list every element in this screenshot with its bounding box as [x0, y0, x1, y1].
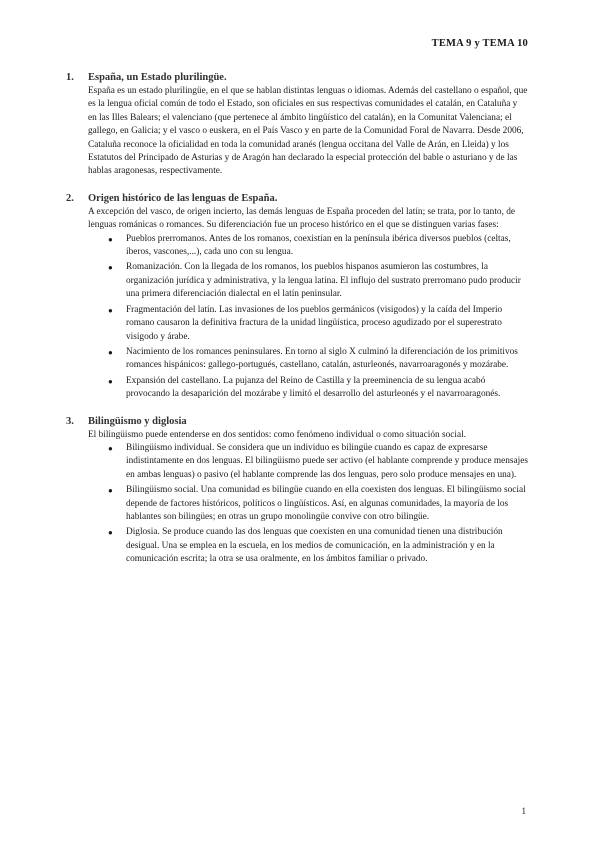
- document-body: [66, 72, 528, 581]
- section-1: [66, 72, 528, 179]
- page-header-title: TEMA 9 y TEMA 10: [431, 38, 528, 49]
- list-item: [88, 484, 528, 524]
- bullet-dot-icon: ●: [108, 305, 113, 315]
- bullet-dot-icon: ●: [108, 486, 113, 496]
- bullet-dot-icon: ●: [108, 528, 113, 538]
- section-number: 3.: [66, 415, 74, 427]
- section-heading: [66, 72, 528, 83]
- bullet-dot-icon: ●: [108, 347, 113, 357]
- bullet-dot-icon: ●: [108, 263, 113, 273]
- section-heading: [66, 415, 528, 427]
- list-item-text: Romanización. Con la llegada de los romanos, los pueblos hispanos asumieron las costumbres, la organización jurídica y administrativa, y la lengua latina. El influjo del sustrato prerromano pudo producir una primera diferenciación dialectal en el latín peninsular.: [126, 262, 521, 300]
- bullet-list: [88, 233, 528, 402]
- list-item-text: Diglosia. Se produce cuando las dos lenguas que coexisten en una comunidad tienen una distribución desigual. Una se emplea en la escuela, en los medios de comunicación, en la administración y en la comunicación escrita; la otra se usa oralmente, en los ámbitos familiar o privado.: [126, 527, 503, 565]
- list-item-text: Bilingüismo individual. Se considera que un individuo es bilingüe cuando es capaz de expresarse indistintamente en dos lenguas. El bilingüismo puede ser activo (el hablante comprende y produce mensajes en ambas lenguas) o pasivo (el hablante comprende las dos lenguas, pero solo produce mensajes en una).: [126, 442, 528, 480]
- list-item: [88, 526, 528, 566]
- list-item: [88, 442, 528, 482]
- list-item: [88, 346, 528, 373]
- section-paragraph: El bilingüismo puede entenderse en dos sentidos: como fenómeno individual o como situación social.: [88, 429, 466, 440]
- list-item: [88, 233, 528, 260]
- list-item: [88, 304, 528, 344]
- list-item-text: Bilingüismo social. Una comunidad es bilingüe cuando en ella coexisten dos lenguas. El bilingüismo social depende de factores históricos, políticos o lingüísticos. Así, en algunas comunidades, la mayoría de los hablantes son bilingües; en otras un grupo monolingüe convive con otro bilingüe.: [126, 485, 526, 522]
- page-number: 1: [521, 806, 526, 816]
- list-item: [88, 261, 528, 301]
- section-2: [66, 192, 528, 402]
- section-paragraph: A excepción del vasco, de origen incierto, las demás lenguas de España proceden del latín; se trata, por lo tanto, de lenguas románicas o romances. Su diferenciación fue un proceso histórico en el que se distinguen varias fases:: [88, 206, 515, 231]
- section-title: España, un Estado plurilingüe.: [88, 72, 227, 83]
- list-item-text: Nacimiento de los romances peninsulares. En torno al siglo X culminó la diferenciación de los primitivos romances hispánicos: gallego-portugués, castellano, catalán, asturleonés, navarroaragonés y mozárabe.: [126, 346, 518, 371]
- section-title: Origen histórico de las lenguas de España.: [88, 192, 278, 204]
- bullet-dot-icon: ●: [108, 234, 113, 244]
- bullet-dot-icon: ●: [108, 443, 113, 453]
- section-title: Bilingüismo y diglosia: [88, 415, 187, 427]
- list-item-text: Pueblos prerromanos. Antes de los romanos, coexistían en la península ibérica diversos pueblos (celtas, íberos, vascones,...), cada uno con su lengua.: [126, 233, 511, 258]
- list-item: [88, 375, 528, 402]
- list-item-text: Fragmentación del latín. Las invasiones de los pueblos germánicos (visigodos) y la caída del Imperio romano causaron la definitiva fractura de la unidad lingüística, proceso agudizado por el superestrato visigodo y árabe.: [126, 304, 503, 342]
- bullet-dot-icon: ●: [108, 376, 113, 386]
- section-number: 2.: [66, 192, 74, 204]
- section-3: [66, 415, 528, 567]
- section-number: 1.: [66, 72, 74, 83]
- list-item-text: Expansión del castellano. La pujanza del Reino de Castilla y la preeminencia de su lengua acabó provocando la desaparición del mozárabe y limitó el desarrollo del asturleonés y el navarroaragonés.: [126, 375, 501, 400]
- section-paragraph: España es un estado plurilingüe, en el que se hablan distintas lenguas o idiomas. Además del castellano o español, que es la lengua oficial común de todo el Estado, son oficiales en sus respectivas comunidades el catalán, en Cataluña y en las Illes Balears; el valenciano (que pertenece al ámbito lingüístico del catalán), en la Comunitat Valenciana; el gallego, en Galicia; y el vasco o euskera, en el País Vasco y en parte de la Comunidad Foral de Navarra. Desde 2006, Cataluña reconoce la oficialidad en toda la comunidad aranés (lengua occitana del Valle de Arán, en Lleida) y los Estatutos del Principado de Asturias y de Aragón han declarado la especial protección del bable o asturiano y de las hablas aragonesas, respectivamente.: [88, 86, 528, 177]
- bullet-list: [88, 442, 528, 567]
- section-heading: [66, 192, 528, 204]
